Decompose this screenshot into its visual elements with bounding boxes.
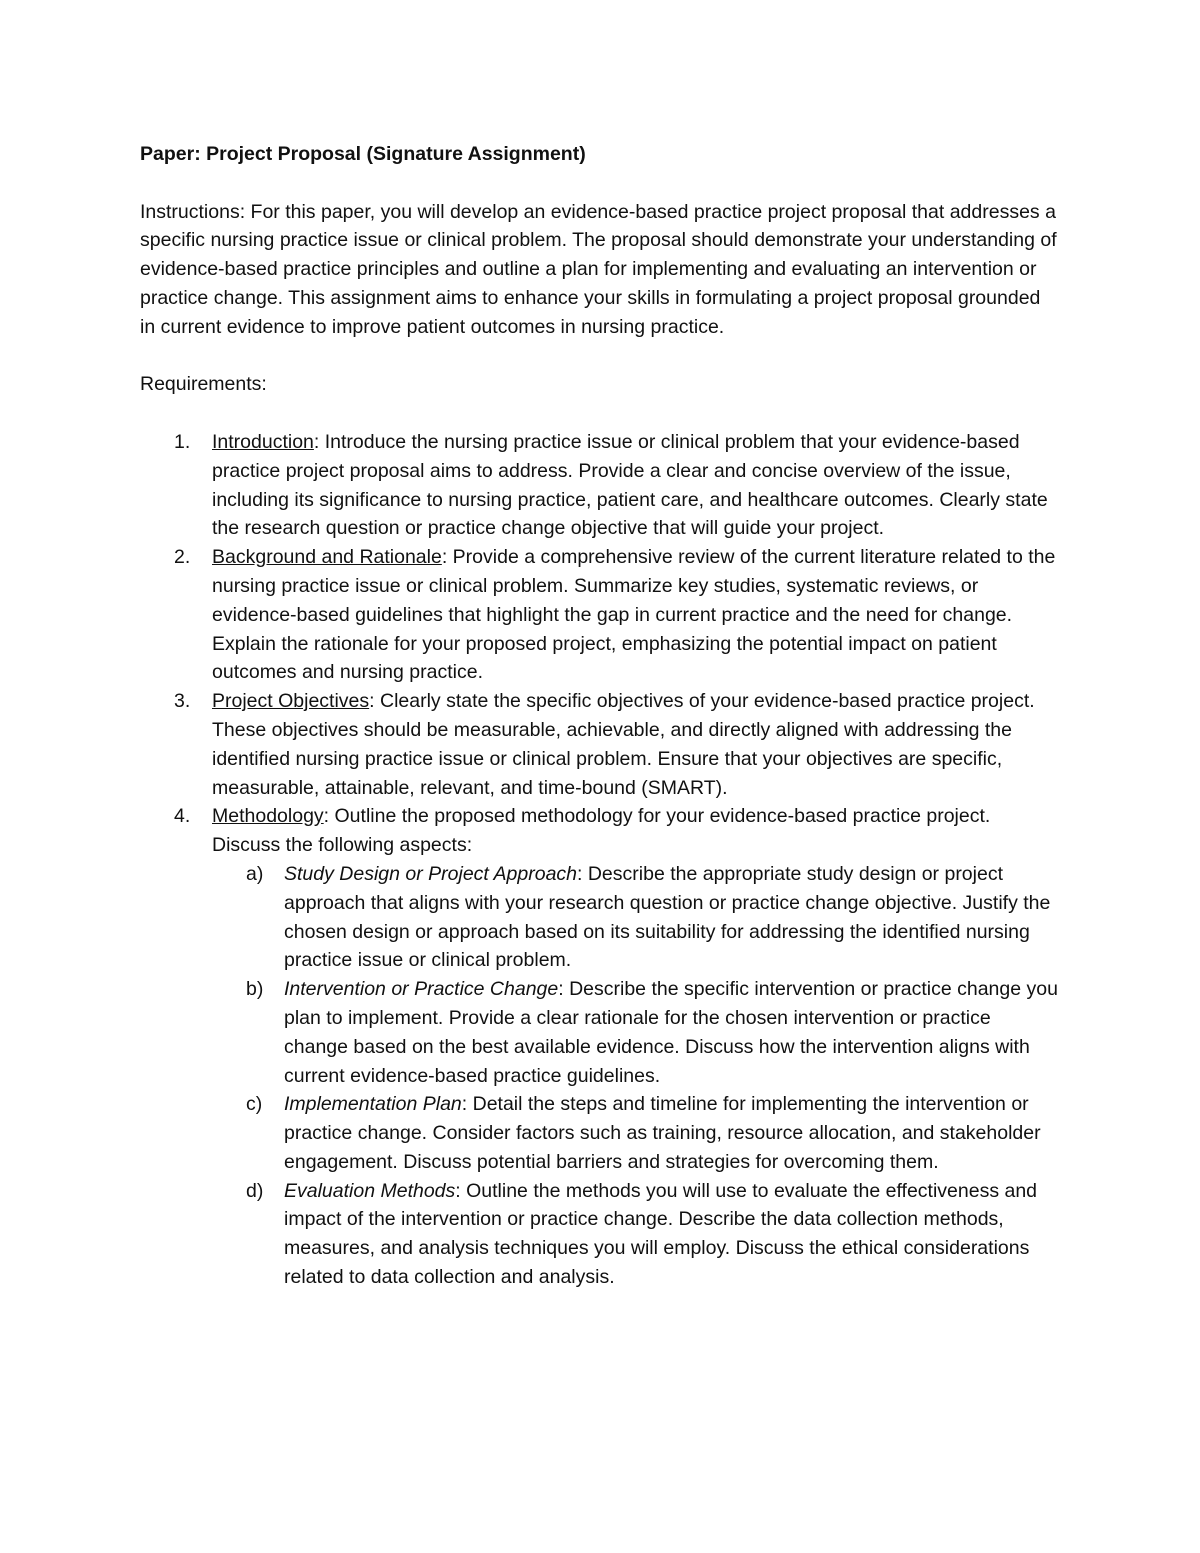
subitem-intervention [212,975,1060,1090]
subitem-text: : Detail the steps and timeline for implementing the intervention or practice change. Consider factors such as training, resource allocation, and stakeholder engagement. Discuss potential barriers and strategies for overcoming them. [284,1093,1041,1173]
instructions-paragraph: Instructions: For this paper, you will develop an evidence-based practice project proposal that addresses a specific nursing practice issue or clinical problem. The proposal should demonstrate your understanding of evidence-based practice principles and outline a plan for implementing and evaluating an intervention or practice change. This assignment aims to enhance your skills in formulating a project proposal grounded in current evidence to improve patient outcomes in nursing practice. [140,200,1057,338]
subitem-letter: b) [246,978,264,1001]
subitem-text: : Outline the methods you will use to evaluate the effectiveness and impact of the intervention or practice change. Describe the data collection methods, measures, and analysis techniques you will employ. Discuss the ethical considerations related to data collection and analysis. [284,1179,1038,1289]
requirement-text: : Clearly state the specific objectives of your evidence-based practice project. These objectives should be measurable, achievable, and directly aligned with addressing the identified nursing practice issue or clinical problem. Ensure that your objectives are specific, measurable, attainable, relevant, and time-bound (SMART). [212,690,1035,799]
requirement-number: 1. [174,430,191,453]
subitem-text: : Describe the appropriate study design or project approach that aligns with your research question or practice change objective. Justify the chosen design or approach based on its suitability for addressing the identified nursing practice issue or clinical problem. [284,862,1051,972]
requirement-label: Introduction [212,430,314,453]
requirement-item-background [140,543,1060,687]
requirement-item-objectives [140,687,1060,802]
subitem-letter: d) [246,1179,264,1202]
subitem-label: Intervention or Practice Change [284,978,559,1001]
subitem-implementation [212,1090,1060,1176]
subitem-label: Implementation Plan [284,1093,462,1116]
document-page [140,140,1060,1292]
requirement-label: Background and Rationale [212,546,442,569]
requirement-text: : Outline the proposed methodology for your evidence-based practice project. Discuss the following aspects: [212,805,991,857]
requirement-number: 3. [174,690,191,713]
requirement-label: Project Objectives [212,690,370,713]
subitem-letter: a) [246,862,264,885]
requirement-item-introduction [140,428,1060,543]
document-title: Paper: Project Proposal (Signature Assignment) [140,143,586,165]
subitem-text: : Describe the specific intervention or practice change you plan to implement. Provide a clear rationale for the chosen intervention or practice change based on the best available evidence. Discuss how the intervention aligns with current evidence-based practice guidelines. [284,978,1058,1087]
requirement-number: 2. [174,546,191,569]
requirement-text: : Introduce the nursing practice issue or clinical problem that your evidence-based practice project proposal aims to address. Provide a clear and concise overview of the issue, including its significance to nursing practice, patient care, and healthcare outcomes. Clearly state the research question or practice change objective that will guide your project. [212,430,1048,540]
subitem-evaluation [212,1177,1060,1292]
requirement-item-methodology [140,802,1060,1292]
methodology-sublist [212,860,1060,1292]
requirements-heading: Requirements: [140,373,267,396]
subitem-label: Study Design or Project Approach [284,862,578,885]
subitem-label: Evaluation Methods [284,1179,456,1202]
subitem-letter: c) [246,1093,263,1116]
requirement-label: Methodology [212,805,324,828]
requirement-number: 4. [174,805,191,828]
requirement-text: : Provide a comprehensive review of the current literature related to the nursing practice issue or clinical problem. Summarize key studies, systematic reviews, or evidence-based guidelines that highlight the gap in current practice and the need for change. Explain the rationale for your proposed project, emphasizing the potential impact on patient outcomes and nursing practice. [212,546,1056,684]
subitem-study-design [212,860,1060,975]
requirements-list [140,428,1060,1292]
